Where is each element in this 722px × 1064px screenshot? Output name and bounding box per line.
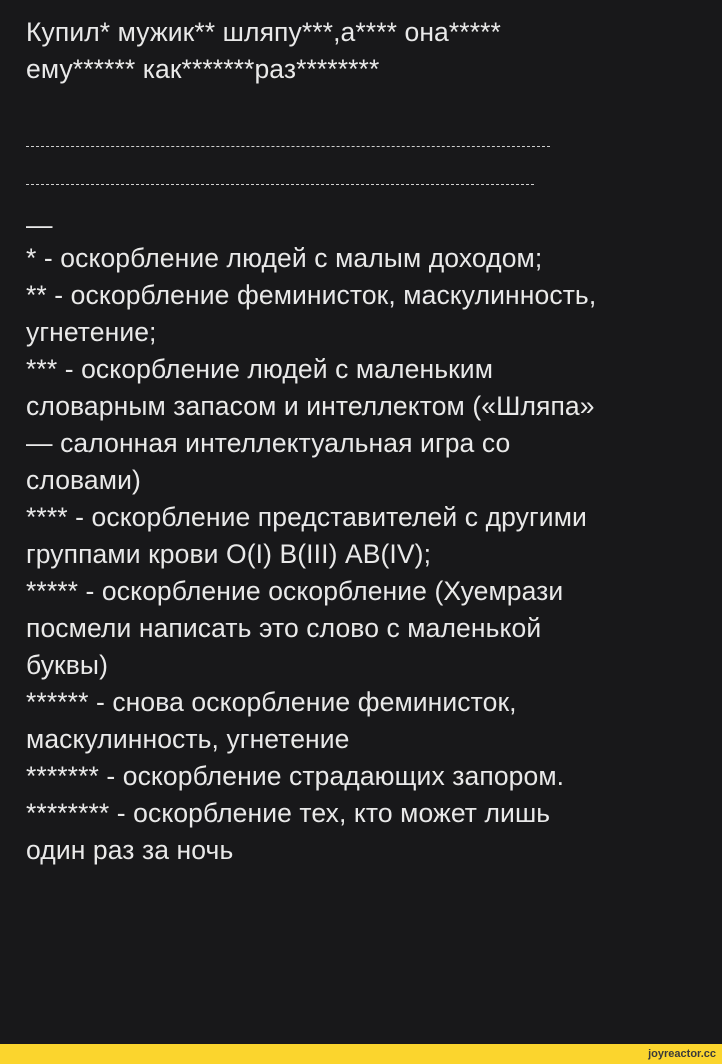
footnote-line: **** - оскорбление представителей с другими (26, 502, 587, 532)
footnote-line: словами) (26, 465, 141, 495)
watermark-link[interactable]: joyreactor.cc (648, 1048, 716, 1060)
watermark-bar (0, 1044, 722, 1064)
footnote-line: угнетение; (26, 317, 157, 347)
footnote-line: *** - оскорбление людей с маленьким (26, 354, 494, 384)
footnote-line: посмели написать это слово с маленькой (26, 613, 542, 643)
footnote-line: маскулинность, угнетение (26, 724, 350, 754)
footnote-line: словарным запасом и интеллектом («Шляпа» (26, 391, 595, 421)
dashed-divider-2 (26, 170, 534, 196)
title-line-2: ему****** как*******раз******** (26, 54, 380, 84)
em-dash-separator: — (26, 210, 53, 240)
footnote-line: ** - оскорбление феминисток, маскулинность, (26, 280, 597, 310)
footnote-line: — салонная интеллектуальная игра со (26, 428, 511, 458)
dashed-divider-1 (26, 132, 550, 158)
footnote-line: * - оскорбление людей с малым доходом; (26, 243, 543, 273)
post-text (26, 14, 702, 869)
footnote-line: ***** - оскорбление оскорбление (Хуемрази (26, 576, 564, 606)
spacer (26, 88, 702, 132)
footnote-line: ****** - снова оскорбление феминисток, (26, 687, 517, 717)
footnote-line: один раз за ночь (26, 835, 234, 865)
footnote-line: ******* - оскорбление страдающих запором. (26, 761, 565, 791)
footnote-line: группами крови О(I) В(III) АВ(IV); (26, 539, 432, 569)
footnote-line: ******** - оскорбление тех, кто может лишь (26, 798, 551, 828)
footnote-line: буквы) (26, 650, 108, 680)
title-line-1: Купил* мужик** шляпу***,а**** она***** (26, 17, 501, 47)
